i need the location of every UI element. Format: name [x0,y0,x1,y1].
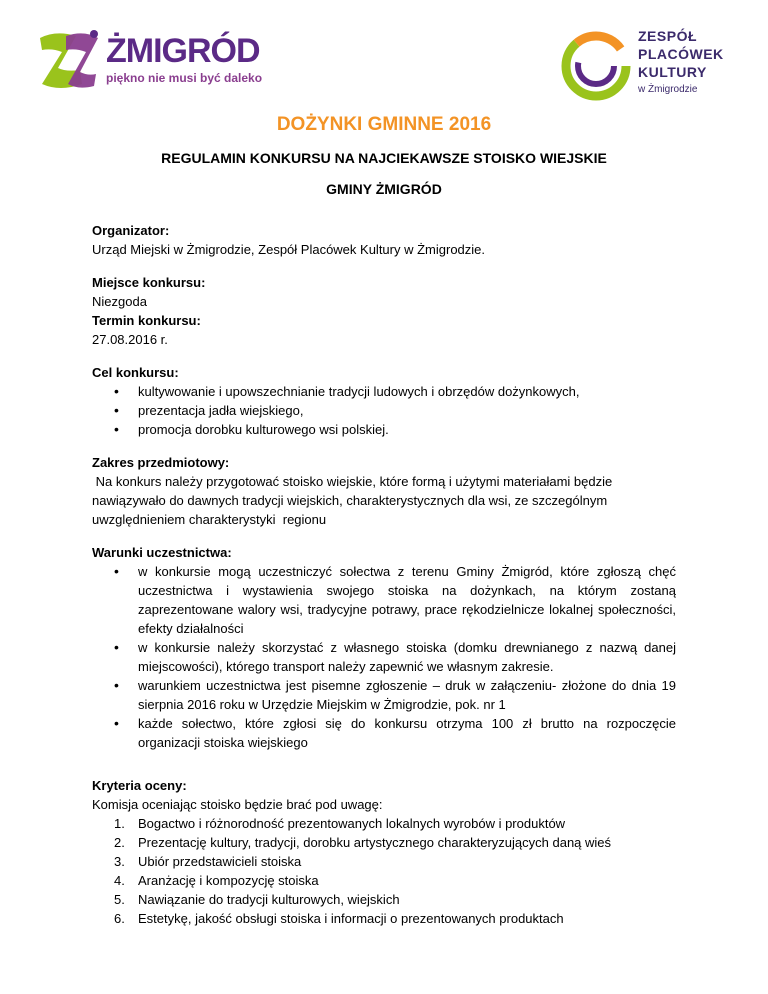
list-number: 4. [114,873,125,888]
list-text: Ubiór przedstawicieli stoiska [138,854,302,869]
criteria-label: Kryteria oceny: [92,778,187,793]
document-subtitle-2: GMINY ŻMIGRÓD [326,181,442,197]
list-item [92,814,676,833]
list-item: • każde sołectwo, które zgłosi się do konkursu otrzyma 100 zł brutto na rozpoczęcie organizacji stoiska wiejskiego [92,714,676,752]
date-text: 27.08.2016 r. [92,332,168,347]
place-label: Miejsce konkursu: [92,275,206,290]
list-item: • prezentacja jadła wiejskiego, [92,401,676,420]
list-item: • w konkursie należy skorzystać z własnego stoiska (domku drewnianego z nazwą danej miejscowości), którego transport należy zapewnić we własnym zakresie. [92,638,676,676]
conditions-label: Warunki uczestnictwa: [92,545,232,560]
list-item: • kultywowanie i upowszechnianie tradycji ludowych i obrzędów dożynkowych, [92,382,676,401]
document-subtitle-1: REGULAMIN KONKURSU NA NAJCIEKAWSZE STOISKO WIEJSKIE [161,150,607,166]
list-text: Nawiązanie do tradycji kulturowych, wiejskich [138,892,400,907]
list-number: 2. [114,835,125,850]
list-item [92,833,676,852]
list-item [92,852,676,871]
goal-list [92,382,676,439]
goal-label: Cel konkursu: [92,365,179,380]
list-item: • warunkiem uczestnictwa jest pisemne zgłoszenie – druk w załączeniu- złożone do dnia 19 sierpnia 2016 roku w Urzędzie Miejskim w Żmigrodzie, pok. nr 1 [92,676,676,714]
list-text: Bogactwo i różnorodność prezentowanych lokalnych wyrobów i produktów [138,816,566,831]
zmigrod-logo-icon [36,28,102,92]
list-item [92,871,676,890]
conditions-list [92,562,676,752]
list-number: 3. [114,854,125,869]
place-text: Niezgoda [92,294,147,309]
list-item: • w konkursie mogą uczestniczyć sołectwa z terenu Gminy Żmigród, które zgłoszą chęć uczestnictwa i wystawienia swojego stoiska na dożynkach, na którym zostaną zaprezentowane walory wsi, tradycyjne potrawy, prace rękodzielnicze lokalnej społeczności, efekty działalności [92,562,676,638]
zmigrod-logo [36,28,263,92]
document-title: DOŻYNKI GMINNE 2016 [276,114,492,135]
list-text: Aranżację i kompozycję stoiska [138,873,319,888]
organizer-text: Urząd Miejski w Żmigrodzie, Zespół Placówek Kultury w Żmigrodzie. [92,242,486,257]
zmigrod-tagline: piękno nie musi być daleko [106,71,263,85]
document-body [92,221,676,928]
list-text: Estetykę, jakość obsługi stoiska i informacji o prezentowanych produktach [138,911,564,926]
zpk-logo [560,24,740,104]
list-number: 6. [114,911,125,926]
criteria-intro: Komisja oceniając stoisko będzie brać pod uwagę: [92,797,383,812]
zpk-line-4: w Żmigrodzie [638,84,698,95]
criteria-list [92,814,676,928]
list-item [92,890,676,909]
scope-text: Na konkurs należy przygotować stoisko wiejskie, które formą i użytymi materiałami będzie nawiązywało do dawnych tradycji wiejskich, charakterystycznych dla wsi, ze szczególnym uwzględnieniem charakterystyki regionu [92,474,616,527]
scope-label: Zakres przedmiotowy: [92,455,230,470]
zpk-line-3: KULTURY [638,64,707,80]
list-item [92,909,676,928]
list-number: 5. [114,892,125,907]
zmigrod-brand: ŻMIGRÓD [106,32,260,70]
list-item: • promocja dorobku kulturowego wsi polskiej. [92,420,676,439]
list-number: 1. [114,816,125,831]
date-label: Termin konkursu: [92,313,201,328]
zpk-line-1: ZESPÓŁ [638,28,698,44]
zpk-line-2: PLACÓWEK [638,46,724,62]
organizer-label: Organizator: [92,223,170,238]
list-text: Prezentację kultury, tradycji, dorobku artystycznego charakteryzujących daną wieś [138,835,612,850]
zpk-logo-icon [560,28,634,102]
